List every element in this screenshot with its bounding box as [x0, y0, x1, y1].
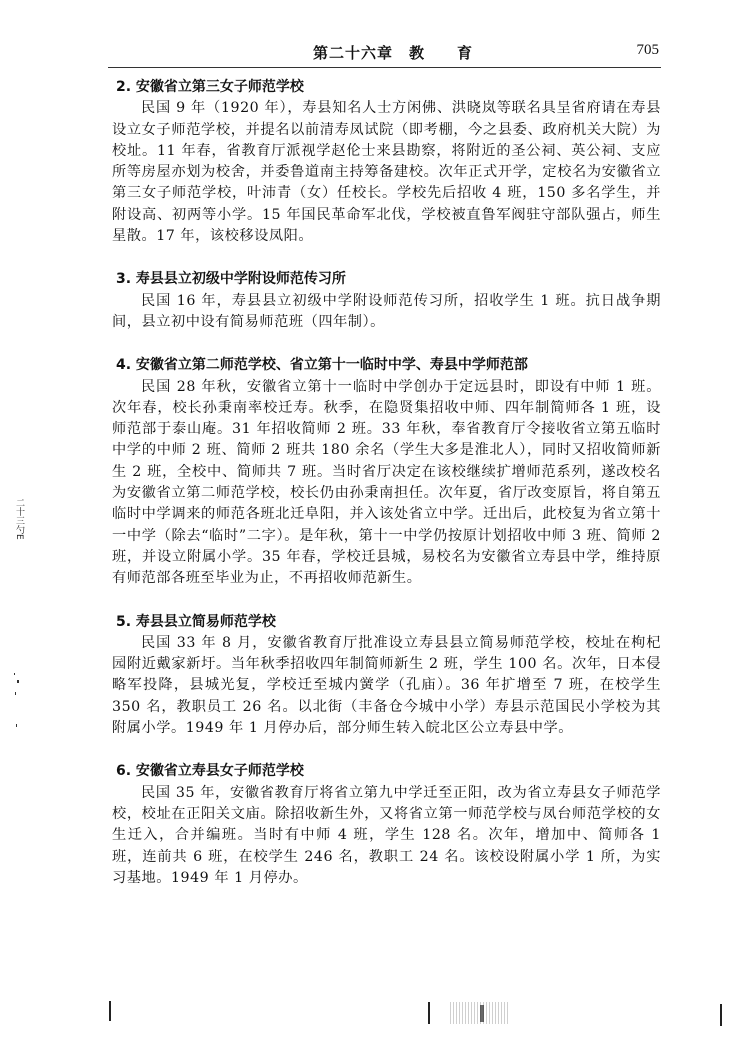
- scan-noise: [480, 1005, 484, 1022]
- section-paragraph: 民国 35 年，安徽省教育厅将省立第九中学迁至正阳，改为省立寿县女子师范学校，校址在正阳关文庙。除招收新生外，又将省立第一师范学校与凤台师范学校的女生迁入，合并编班。当时有中师 4 班，学生 128 名。次年，增加中、简师各 1 班，连前共 6 班，在校学生 246 名，教职工 24 名。该校设附属小学 1 所，为实习基地。1949 年 1 月停办。: [112, 784, 661, 886]
- header-rule: [108, 67, 661, 68]
- section-5: [112, 612, 661, 740]
- section-title: 5. 寿县县立简易师范学校: [116, 613, 276, 630]
- page-body: [112, 77, 661, 889]
- crop-mark: [720, 1004, 722, 1026]
- chapter-title: 第二十六章 教 育: [313, 44, 474, 62]
- section-paragraph: 民国 9 年（1920 年），寿县知名人士方闲佛、洪晓岚等联名具呈省府请在寿县设立女子师范学校，并提名以前清寿凤试院（即考棚，今之县委、政府机关大院）为校址。11 年春，省教育厅派视学赵伦士来县勘察，将附近的圣公祠、英公祠、支应所等房屋亦划为校舍，并委鲁道南主持筹备建校。次年正式开学，定校名为安徽省立第三女子师范学校，叶沛青（女）任校长。学校先后招收 4 班，150 多名学生，并附设高、初两等小学。15 年国民革命军北伐，学校被直鲁军阀驻守部队强占，师生星散。17 年，该校移设凤阳。: [112, 100, 661, 245]
- section-2: [112, 77, 661, 247]
- section-title: 4. 安徽省立第二师范学校、省立第十一临时中学、寿县中学师范部: [116, 357, 528, 374]
- section-title: 3. 寿县县立初级中学附设师范传习所: [116, 271, 346, 288]
- section-paragraph: 民国 28 年秋，安徽省立第十一临时中学创办于定远县时，即设有中师 1 班。次年春，校长孙秉南率校迁寿。秋季，在隐贤集招收中师、四年制简师各 1 班，设师范部于泰山庵。31 年招收简师 2 班。33 年秋，奉省教育厅令接收省立第五临时中学的中师 2 班、简师 2 班共 180 余名（学生大多是淮北人），同时又招收简师新生 2 班，全校中、简师共 7 班。当时省厅决定在该校继续扩增师范系列，遂改校名为安徽省立第二师范学校，校长仍由孙秉南担任。次年夏，省厅改变原旨，将自第五临时中学调来的师范各班北迁阜阳，并入该处省立中学。迁出后，此校复为省立第十一中学（除去“临时”二字）。是年秋，第十一中学仍按原计划招收中师 3 班、简师 2 班，并设立附属小学。35 年春，学校迁县城，易校名为安徽省立寿县中学，维持原有师范部各班至毕业为止，不再招收师范新生。: [112, 378, 661, 587]
- binding-margin-mark: 二十三勺E: [14, 498, 24, 540]
- scan-speck: [15, 692, 16, 695]
- section-4: [112, 355, 661, 589]
- crop-mark: [428, 1002, 430, 1024]
- section-paragraph: 民国 33 年 8 月，安徽省教育厅批准设立寿县县立简易师范学校，校址在枸杞园附近戴家新圩。当年秋季招收四年制简师新生 2 班，学生 100 名。次年，日本侵略军投降，县城光复，学校迁至城内黉学（孔庙）。36 年扩增至 7 班，在校学生 350 名，教职员工 26 名。以北街（丰备仓今城中小学）寿县示范国民小学校为其附属小学。1949 年 1 月停办后，部分师生转入皖北区公立寿县中学。: [112, 634, 661, 737]
- scan-speck: [17, 680, 19, 683]
- crop-mark: [109, 1001, 111, 1021]
- scan-speck: [16, 724, 17, 727]
- section-title: 2. 安徽省立第三女子师范学校: [116, 79, 304, 95]
- section-title: 6. 安徽省立寿县女子师范学校: [116, 763, 304, 780]
- section-6: [112, 761, 661, 889]
- section-3: [112, 269, 661, 333]
- page-number: 705: [636, 42, 659, 58]
- scan-speck: [14, 673, 15, 675]
- section-paragraph: 民国 16 年，寿县县立初级中学附设师范传习所，招收学生 1 班。抗日战争期间，县立初中设有简易师范班（四年制）。: [112, 292, 661, 330]
- running-header: [108, 42, 661, 64]
